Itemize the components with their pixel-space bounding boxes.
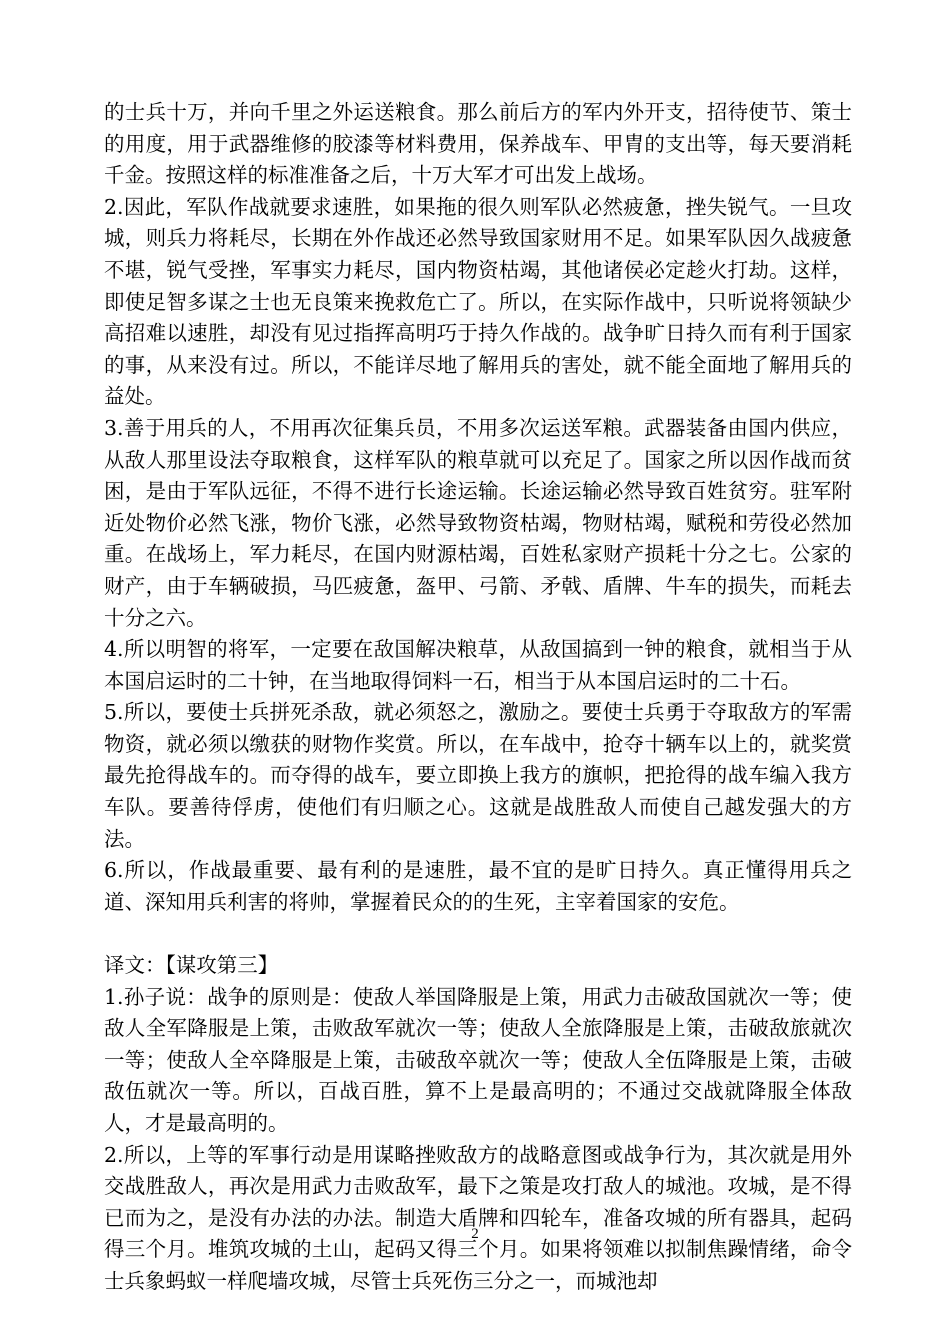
paragraph-item-4: 4.所以明智的将军，一定要在敌国解决粮草，从敌国搞到一钟的粮食，就相当于从本国启运时的二十钟，在当地取得饲料一石，相当于从本国启运时的二十石。	[104, 637, 852, 693]
translation-paragraph-1: 1.孙子说：战争的原则是：使敌人举国降服是上策，用武力击破敌国就次一等；使敌人全军降服是上策，击败敌军就次一等；使敌人全旅降服是上策，击破敌旅就次一等；使敌人全卒降服是上策，击破敌卒就次一等；使敌人全伍降服是上策，击破敌伍就次一等。所以，百战百胜，算不上是最高明的；不通过交战就降服全体敌人，才是最高明的。	[104, 984, 852, 1135]
paragraph-item-2: 2.因此，军队作战就要求速胜，如果拖的很久则军队必然疲惫，挫失锐气。一旦攻城，则兵力将耗尽，长期在外作战还必然导致国家财用不足。如果军队因久战疲惫不堪，锐气受挫，军事实力耗尽，国内物资枯竭，其他诸侯必定趁火打劫。这样，即使足智多谋之士也无良策来挽救危亡了。所以，在实际作战中，只听说将领缺少高招难以速胜，却没有见过指挥高明巧于持久作战的。战争旷日持久而有利于国家的事，从来没有过。所以，不能详尽地了解用兵的害处，就不能全面地了解用兵的益处。	[104, 194, 852, 409]
section-heading: 译文：【谋攻第三】	[104, 953, 279, 978]
translation-paragraph-2: 2.所以，上等的军事行动是用谋略挫败敌方的战略意图或战争行为，其次就是用外交战胜敌人，再次是用武力击败敌军，最下之策是攻打敌人的城池。攻城，是不得已而为之，是没有办法的办法。制造大盾牌和四轮车，准备攻城的所有器具，起码得三个月。堆筑攻城的土山，起码又得三个月。如果将领难以拟制焦躁情绪，命令士兵象蚂蚁一样爬墙攻城，尽管士兵死伤三分之一，而城池却	[104, 1142, 852, 1293]
paragraph-item-6: 6.所以，作战最重要、最有利的是速胜，最不宜的是旷日持久。真正懂得用兵之道、深知用兵利害的将帅，掌握着民众的的生死，主宰着国家的安危。	[104, 858, 852, 914]
blank-line	[104, 918, 852, 950]
paragraph-continuation: 的士兵十万，并向千里之外运送粮食。那么前后方的军内外开支，招待使节、策士的用度，用于武器维修的胶漆等材料费用，保养战车、甲胄的支出等，每天要消耗千金。按照这样的标准准备之后，十万大军才可出发上战场。	[104, 100, 852, 188]
page-number: 2	[471, 1226, 479, 1242]
paragraph-item-5: 5.所以，要使士兵拼死杀敌，就必须怒之，激励之。要使士兵勇于夺取敌方的军需物资，就必须以缴获的财物作奖赏。所以，在车战中，抢夺十辆车以上的，就奖赏最先抢得战车的。而夺得的战车，要立即换上我方的旗帜，把抢得的战车编入我方车队。要善待俘虏，使他们有归顺之心。这就是战胜敌人而使自己越发强大的方法。	[104, 700, 852, 851]
paragraph-item-3: 3.善于用兵的人，不用再次征集兵员，不用多次运送军粮。武器装备由国内供应，从敌人那里设法夺取粮食，这样军队的粮草就可以充足了。国家之所以因作战而贫困，是由于军队远征，不得不进行长途运输。长途运输必然导致百姓贫穷。驻军附近处物价必然飞涨，物价飞涨，必然导致物资枯竭，物财枯竭，赋税和劳役必然加重。在战场上，军力耗尽，在国内财源枯竭，百姓私家财产损耗十分之七。公家的财产，由于车辆破损，马匹疲惫，盔甲、弓箭、矛戟、盾牌、牛车的损失，而耗去十分之六。	[104, 415, 852, 630]
document-body	[104, 97, 852, 1298]
